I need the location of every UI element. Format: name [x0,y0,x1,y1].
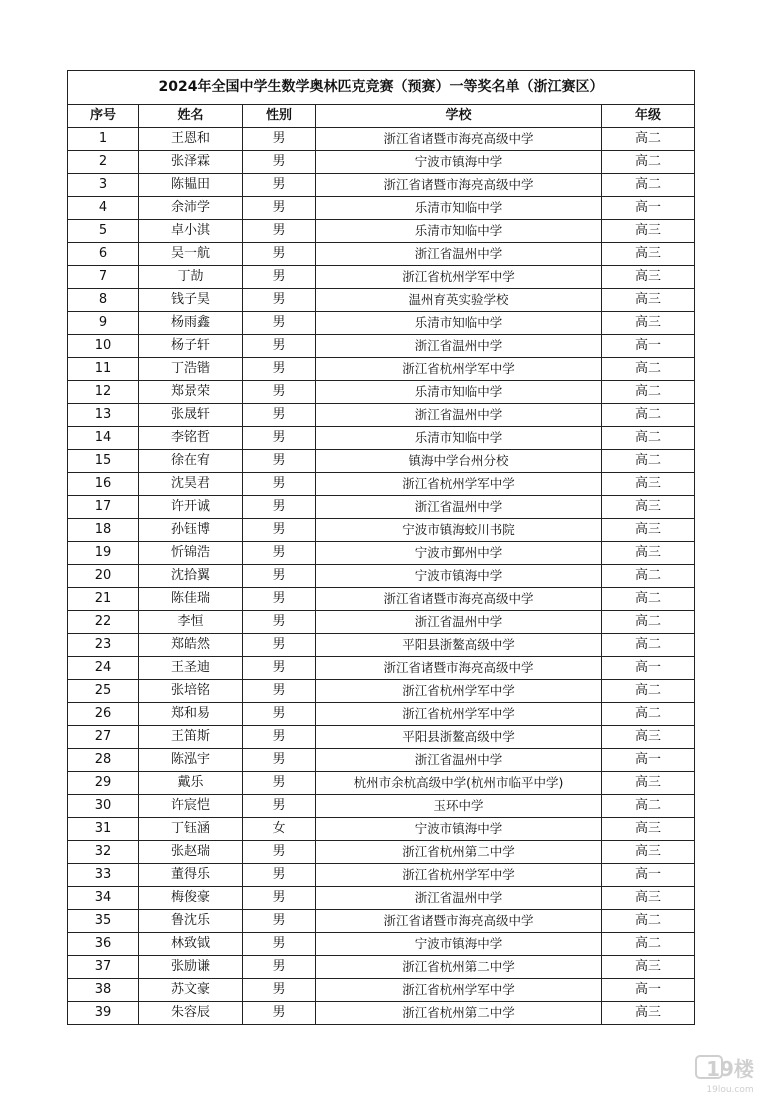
table-row [68,933,695,956]
cell-gender: 男 [243,565,316,588]
cell-name: 徐在宥 [139,450,243,473]
cell-name: 沈拾翼 [139,565,243,588]
cell-school: 浙江省温州中学 [316,749,602,772]
cell-name: 忻锦浩 [139,542,243,565]
cell-grade: 高二 [602,404,695,427]
cell-no: 4 [68,197,139,220]
cell-school: 浙江省温州中学 [316,887,602,910]
cell-gender: 男 [243,542,316,565]
cell-no: 27 [68,726,139,749]
cell-school: 平阳县浙鳌高级中学 [316,726,602,749]
cell-no: 7 [68,266,139,289]
col-header-grade: 年级 [602,105,695,128]
cell-gender: 男 [243,933,316,956]
cell-grade: 高三 [602,772,695,795]
cell-no: 23 [68,634,139,657]
cell-gender: 男 [243,864,316,887]
table-row [68,312,695,335]
table-row [68,979,695,1002]
cell-gender: 男 [243,795,316,818]
cell-no: 16 [68,473,139,496]
cell-name: 林致钺 [139,933,243,956]
cell-name: 李恒 [139,611,243,634]
cell-name: 卓小淇 [139,220,243,243]
cell-gender: 男 [243,910,316,933]
cell-no: 37 [68,956,139,979]
table-row [68,864,695,887]
cell-gender: 男 [243,588,316,611]
cell-school: 浙江省温州中学 [316,404,602,427]
cell-grade: 高二 [602,427,695,450]
cell-grade: 高二 [602,795,695,818]
cell-gender: 男 [243,841,316,864]
table-row [68,496,695,519]
col-header-no: 序号 [68,105,139,128]
cell-name: 王圣迪 [139,657,243,680]
cell-name: 余沛学 [139,197,243,220]
table-row [68,749,695,772]
cell-school: 浙江省杭州学军中学 [316,864,602,887]
cell-gender: 男 [243,496,316,519]
cell-gender: 男 [243,289,316,312]
cell-no: 13 [68,404,139,427]
table-row [68,174,695,197]
cell-school: 玉环中学 [316,795,602,818]
cell-grade: 高二 [602,703,695,726]
cell-school: 乐清市知临中学 [316,427,602,450]
table-row [68,795,695,818]
award-list-table [67,70,695,1025]
cell-grade: 高二 [602,588,695,611]
cell-no: 9 [68,312,139,335]
cell-name: 张赵瑞 [139,841,243,864]
cell-no: 10 [68,335,139,358]
table-row [68,726,695,749]
cell-gender: 男 [243,772,316,795]
cell-school: 浙江省杭州学军中学 [316,703,602,726]
cell-no: 11 [68,358,139,381]
table-row [68,956,695,979]
cell-gender: 男 [243,473,316,496]
cell-gender: 男 [243,657,316,680]
cell-grade: 高二 [602,381,695,404]
cell-no: 6 [68,243,139,266]
cell-gender: 男 [243,197,316,220]
cell-grade: 高二 [602,933,695,956]
cell-name: 董得乐 [139,864,243,887]
table-row [68,335,695,358]
cell-grade: 高三 [602,726,695,749]
cell-grade: 高三 [602,266,695,289]
cell-name: 梅俊豪 [139,887,243,910]
header-row [68,105,695,128]
cell-gender: 男 [243,1002,316,1025]
cell-name: 张励谦 [139,956,243,979]
cell-gender: 男 [243,128,316,151]
cell-grade: 高二 [602,680,695,703]
cell-no: 20 [68,565,139,588]
cell-gender: 男 [243,174,316,197]
cell-name: 杨子轩 [139,335,243,358]
cell-grade: 高三 [602,956,695,979]
table-row [68,266,695,289]
cell-school: 浙江省杭州第二中学 [316,1002,602,1025]
table-row [68,381,695,404]
cell-gender: 男 [243,151,316,174]
cell-school: 浙江省温州中学 [316,335,602,358]
cell-name: 杨雨鑫 [139,312,243,335]
table-title: 2024年全国中学生数学奥林匹克竞赛（预赛）一等奖名单（浙江赛区） [68,71,695,105]
cell-name: 张晟轩 [139,404,243,427]
cell-gender: 男 [243,726,316,749]
cell-name: 沈昊君 [139,473,243,496]
cell-grade: 高二 [602,634,695,657]
cell-school: 宁波市镇海中学 [316,565,602,588]
cell-name: 朱容辰 [139,1002,243,1025]
table-row [68,427,695,450]
cell-name: 孙钰博 [139,519,243,542]
cell-gender: 男 [243,266,316,289]
cell-school: 镇海中学台州分校 [316,450,602,473]
cell-name: 许宸恺 [139,795,243,818]
table-row [68,634,695,657]
cell-no: 32 [68,841,139,864]
cell-school: 平阳县浙鳌高级中学 [316,634,602,657]
table-row [68,243,695,266]
cell-grade: 高二 [602,611,695,634]
cell-no: 38 [68,979,139,1002]
table-row [68,151,695,174]
cell-grade: 高一 [602,864,695,887]
table-row [68,519,695,542]
cell-grade: 高二 [602,565,695,588]
cell-gender: 女 [243,818,316,841]
cell-name: 郑景荣 [139,381,243,404]
cell-grade: 高三 [602,473,695,496]
cell-grade: 高一 [602,335,695,358]
cell-grade: 高三 [602,519,695,542]
cell-school: 浙江省杭州学军中学 [316,358,602,381]
cell-grade: 高一 [602,979,695,1002]
table-row [68,565,695,588]
cell-name: 吴一航 [139,243,243,266]
cell-name: 钱子昊 [139,289,243,312]
cell-no: 24 [68,657,139,680]
cell-name: 张泽霖 [139,151,243,174]
cell-gender: 男 [243,450,316,473]
cell-gender: 男 [243,312,316,335]
cell-grade: 高三 [602,818,695,841]
col-header-school: 学校 [316,105,602,128]
cell-name: 郑皓然 [139,634,243,657]
table-row [68,289,695,312]
cell-name: 丁劼 [139,266,243,289]
cell-name: 陈佳瑞 [139,588,243,611]
cell-grade: 高二 [602,358,695,381]
cell-grade: 高三 [602,841,695,864]
table-row [68,197,695,220]
cell-no: 2 [68,151,139,174]
table-row [68,542,695,565]
cell-gender: 男 [243,335,316,358]
cell-grade: 高二 [602,174,695,197]
cell-no: 3 [68,174,139,197]
cell-grade: 高三 [602,496,695,519]
cell-school: 浙江省杭州第二中学 [316,841,602,864]
cell-school: 宁波市镇海中学 [316,818,602,841]
cell-no: 28 [68,749,139,772]
cell-name: 丁浩锴 [139,358,243,381]
cell-school: 乐清市知临中学 [316,312,602,335]
table-row [68,841,695,864]
cell-no: 18 [68,519,139,542]
cell-grade: 高二 [602,151,695,174]
cell-no: 12 [68,381,139,404]
cell-name: 丁钰涵 [139,818,243,841]
cell-no: 26 [68,703,139,726]
cell-no: 1 [68,128,139,151]
cell-grade: 高二 [602,450,695,473]
cell-no: 36 [68,933,139,956]
cell-school: 宁波市镇海中学 [316,151,602,174]
cell-name: 郑和易 [139,703,243,726]
cell-gender: 男 [243,749,316,772]
cell-name: 苏文豪 [139,979,243,1002]
cell-no: 33 [68,864,139,887]
cell-no: 29 [68,772,139,795]
cell-no: 31 [68,818,139,841]
cell-no: 35 [68,910,139,933]
cell-gender: 男 [243,358,316,381]
cell-no: 21 [68,588,139,611]
cell-gender: 男 [243,703,316,726]
cell-gender: 男 [243,220,316,243]
cell-gender: 男 [243,634,316,657]
cell-grade: 高三 [602,220,695,243]
cell-school: 浙江省诸暨市海亮高级中学 [316,910,602,933]
cell-grade: 高一 [602,197,695,220]
cell-school: 浙江省杭州学军中学 [316,979,602,1002]
cell-school: 浙江省诸暨市海亮高级中学 [316,657,602,680]
table-row [68,818,695,841]
cell-grade: 高三 [602,887,695,910]
cell-grade: 高二 [602,128,695,151]
table-row [68,703,695,726]
table-row [68,887,695,910]
cell-no: 8 [68,289,139,312]
table-row [68,611,695,634]
cell-school: 浙江省温州中学 [316,611,602,634]
cell-gender: 男 [243,680,316,703]
cell-school: 浙江省杭州学军中学 [316,680,602,703]
cell-gender: 男 [243,381,316,404]
cell-school: 浙江省诸暨市海亮高级中学 [316,588,602,611]
cell-grade: 高一 [602,749,695,772]
cell-gender: 男 [243,427,316,450]
cell-school: 浙江省杭州学军中学 [316,266,602,289]
cell-no: 25 [68,680,139,703]
table-row [68,220,695,243]
col-header-gender: 性别 [243,105,316,128]
title-row [68,71,695,105]
cell-school: 温州育英实验学校 [316,289,602,312]
table-row [68,128,695,151]
cell-grade: 高三 [602,1002,695,1025]
cell-name: 张培铭 [139,680,243,703]
cell-school: 乐清市知临中学 [316,381,602,404]
cell-school: 宁波市镇海中学 [316,933,602,956]
cell-no: 17 [68,496,139,519]
cell-name: 陈泓宇 [139,749,243,772]
cell-no: 19 [68,542,139,565]
table-row [68,1002,695,1025]
cell-gender: 男 [243,979,316,1002]
cell-no: 22 [68,611,139,634]
table-row [68,450,695,473]
cell-gender: 男 [243,519,316,542]
table-row [68,473,695,496]
table-row [68,772,695,795]
cell-school: 乐清市知临中学 [316,197,602,220]
table-row [68,657,695,680]
cell-name: 陈韫田 [139,174,243,197]
cell-gender: 男 [243,611,316,634]
cell-grade: 高一 [602,657,695,680]
cell-grade: 高三 [602,289,695,312]
table-row [68,910,695,933]
watermark-logo [694,1052,766,1096]
table-row [68,358,695,381]
cell-no: 15 [68,450,139,473]
cell-school: 浙江省杭州第二中学 [316,956,602,979]
cell-gender: 男 [243,404,316,427]
cell-school: 浙江省诸暨市海亮高级中学 [316,128,602,151]
table-row [68,680,695,703]
cell-name: 王恩和 [139,128,243,151]
cell-no: 34 [68,887,139,910]
table-row [68,404,695,427]
cell-no: 39 [68,1002,139,1025]
cell-gender: 男 [243,887,316,910]
cell-name: 许开诚 [139,496,243,519]
cell-school: 宁波市鄞州中学 [316,542,602,565]
cell-no: 14 [68,427,139,450]
watermark-site-text: 19lou.com [706,1085,754,1095]
cell-school: 浙江省诸暨市海亮高级中学 [316,174,602,197]
cell-gender: 男 [243,243,316,266]
col-header-name: 姓名 [139,105,243,128]
table-row [68,588,695,611]
cell-no: 5 [68,220,139,243]
cell-name: 戴乐 [139,772,243,795]
cell-school: 宁波市镇海蛟川书院 [316,519,602,542]
cell-grade: 高三 [602,312,695,335]
cell-grade: 高二 [602,910,695,933]
cell-grade: 高三 [602,542,695,565]
cell-name: 鲁沈乐 [139,910,243,933]
cell-gender: 男 [243,956,316,979]
cell-school: 杭州市余杭高级中学(杭州市临平中学) [316,772,602,795]
cell-no: 30 [68,795,139,818]
cell-name: 李铭哲 [139,427,243,450]
cell-school: 乐清市知临中学 [316,220,602,243]
watermark-logo-text: 19楼 [706,1057,754,1081]
cell-school: 浙江省温州中学 [316,243,602,266]
cell-grade: 高三 [602,243,695,266]
cell-name: 王笛斯 [139,726,243,749]
cell-school: 浙江省杭州学军中学 [316,473,602,496]
cell-school: 浙江省温州中学 [316,496,602,519]
